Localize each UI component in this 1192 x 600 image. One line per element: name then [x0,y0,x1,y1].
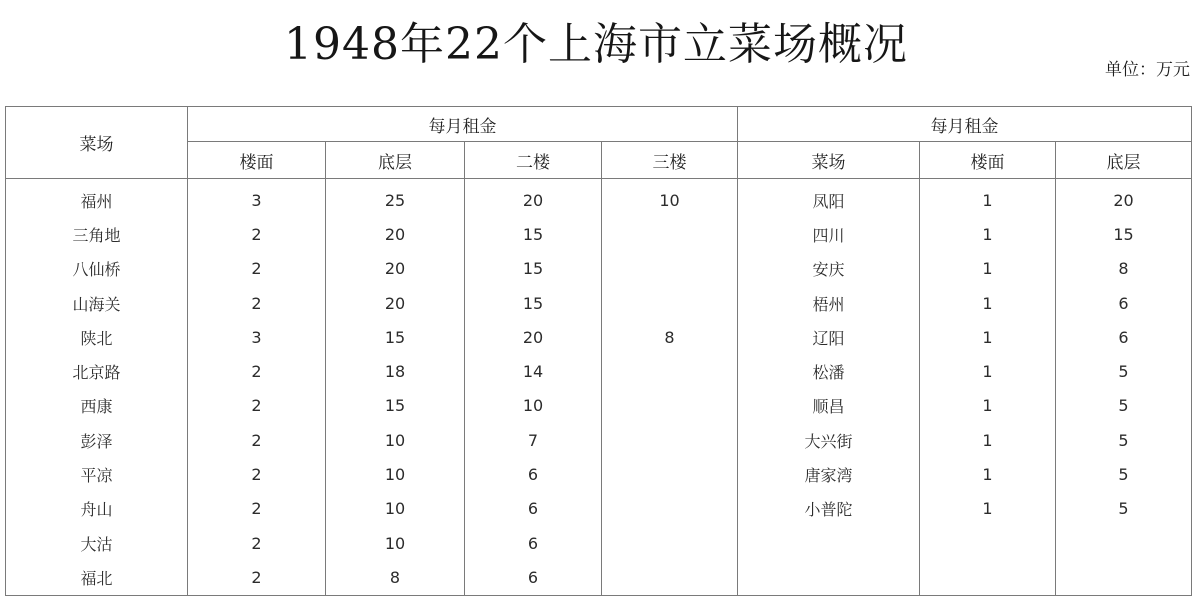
market-name-cell: 北京路 [6,354,188,388]
table-body [6,179,1192,596]
market-name-cell: 三角地 [6,217,188,251]
market-name-cell: 唐家湾 [738,457,920,491]
table-row [6,389,1192,423]
ground-rent-cell: 5 [1056,492,1192,526]
floor-rent-cell: 2 [188,217,326,251]
header-monthly-rent-right: 每月租金 [738,107,1192,142]
market-name-cell: 陕北 [6,320,188,354]
market-name-cell: 梧州 [738,286,920,320]
second-floor-rent-cell: 6 [465,457,602,491]
third-floor-rent-cell [602,252,738,286]
floor-rent-cell: 1 [920,423,1056,457]
table-row [6,560,1192,595]
table-row [6,423,1192,457]
market-name-cell: 八仙桥 [6,252,188,286]
floor-rent-cell: 1 [920,457,1056,491]
ground-rent-cell: 6 [1056,286,1192,320]
market-name-cell: 福北 [6,560,188,595]
third-floor-rent-cell [602,492,738,526]
market-name-cell [738,560,920,595]
ground-rent-cell: 20 [326,252,465,286]
market-name-cell: 福州 [6,179,188,218]
table-row [6,252,1192,286]
market-name-cell: 山海关 [6,286,188,320]
ground-rent-cell: 10 [326,526,465,560]
floor-rent-cell: 2 [188,560,326,595]
ground-rent-cell: 15 [1056,217,1192,251]
ground-rent-cell: 6 [1056,320,1192,354]
ground-rent-cell: 15 [326,320,465,354]
third-floor-rent-cell: 10 [602,179,738,218]
floor-rent-cell: 1 [920,354,1056,388]
second-floor-rent-cell: 14 [465,354,602,388]
floor-rent-cell: 3 [188,320,326,354]
market-name-cell: 松潘 [738,354,920,388]
floor-rent-cell: 1 [920,492,1056,526]
table-row [6,217,1192,251]
ground-rent-cell: 10 [326,423,465,457]
floor-rent-cell [920,560,1056,595]
ground-rent-cell: 20 [1056,179,1192,218]
floor-rent-cell: 1 [920,389,1056,423]
third-floor-rent-cell: 8 [602,320,738,354]
ground-rent-cell: 10 [326,492,465,526]
third-floor-rent-cell [602,457,738,491]
ground-rent-cell: 18 [326,354,465,388]
market-name-cell: 西康 [6,389,188,423]
ground-rent-cell: 15 [326,389,465,423]
ground-rent-cell: 5 [1056,354,1192,388]
floor-rent-cell: 2 [188,252,326,286]
ground-rent-cell: 8 [1056,252,1192,286]
header-ground-right: 底层 [1056,142,1192,179]
floor-rent-cell: 2 [188,286,326,320]
second-floor-rent-cell: 15 [465,217,602,251]
ground-rent-cell: 5 [1056,457,1192,491]
table-row [6,526,1192,560]
table-row [6,492,1192,526]
floor-rent-cell: 2 [188,457,326,491]
header-third-floor: 三楼 [602,142,738,179]
header-floor: 楼面 [188,142,326,179]
floor-rent-cell: 2 [188,492,326,526]
market-name-cell: 彭泽 [6,423,188,457]
market-name-cell: 安庆 [738,252,920,286]
market-name-cell: 小普陀 [738,492,920,526]
header-monthly-rent: 每月租金 [188,107,738,142]
market-name-cell [738,526,920,560]
ground-rent-cell: 20 [326,286,465,320]
third-floor-rent-cell [602,526,738,560]
header-market: 菜场 [6,107,188,179]
page-title: 1948年22个上海市立菜场概况 [284,19,908,70]
floor-rent-cell: 2 [188,526,326,560]
floor-rent-cell: 1 [920,320,1056,354]
third-floor-rent-cell [602,354,738,388]
floor-rent-cell: 1 [920,286,1056,320]
second-floor-rent-cell: 10 [465,389,602,423]
floor-rent-cell: 2 [188,354,326,388]
ground-rent-cell: 25 [326,179,465,218]
ground-rent-cell [1056,526,1192,560]
market-name-cell: 平凉 [6,457,188,491]
third-floor-rent-cell [602,286,738,320]
ground-rent-cell: 5 [1056,423,1192,457]
table-row [6,354,1192,388]
market-name-cell: 大兴街 [738,423,920,457]
market-name-cell: 舟山 [6,492,188,526]
ground-rent-cell: 20 [326,217,465,251]
market-name-cell: 四川 [738,217,920,251]
ground-rent-cell: 5 [1056,389,1192,423]
table-row [6,179,1192,218]
market-name-cell: 顺昌 [738,389,920,423]
second-floor-rent-cell: 7 [465,423,602,457]
header-second-floor: 二楼 [465,142,602,179]
unit-label: 单位：万元 [1105,60,1190,80]
market-name-cell: 凤阳 [738,179,920,218]
second-floor-rent-cell: 6 [465,526,602,560]
header-market-right: 菜场 [738,142,920,179]
table-row [6,286,1192,320]
second-floor-rent-cell: 20 [465,320,602,354]
ground-rent-cell: 10 [326,457,465,491]
market-table [5,106,1192,596]
market-name-cell: 大沽 [6,526,188,560]
header-ground: 底层 [326,142,465,179]
third-floor-rent-cell [602,217,738,251]
ground-rent-cell [1056,560,1192,595]
third-floor-rent-cell [602,423,738,457]
second-floor-rent-cell: 15 [465,286,602,320]
ground-rent-cell: 8 [326,560,465,595]
floor-rent-cell: 2 [188,423,326,457]
third-floor-rent-cell [602,389,738,423]
floor-rent-cell: 1 [920,179,1056,218]
floor-rent-cell: 3 [188,179,326,218]
table-row [6,457,1192,491]
floor-rent-cell: 2 [188,389,326,423]
third-floor-rent-cell [602,560,738,595]
second-floor-rent-cell: 15 [465,252,602,286]
floor-rent-cell: 1 [920,217,1056,251]
floor-rent-cell: 1 [920,252,1056,286]
table-row [6,320,1192,354]
second-floor-rent-cell: 6 [465,492,602,526]
second-floor-rent-cell: 20 [465,179,602,218]
floor-rent-cell [920,526,1056,560]
market-name-cell: 辽阳 [738,320,920,354]
header-floor-right: 楼面 [920,142,1056,179]
second-floor-rent-cell: 6 [465,560,602,595]
